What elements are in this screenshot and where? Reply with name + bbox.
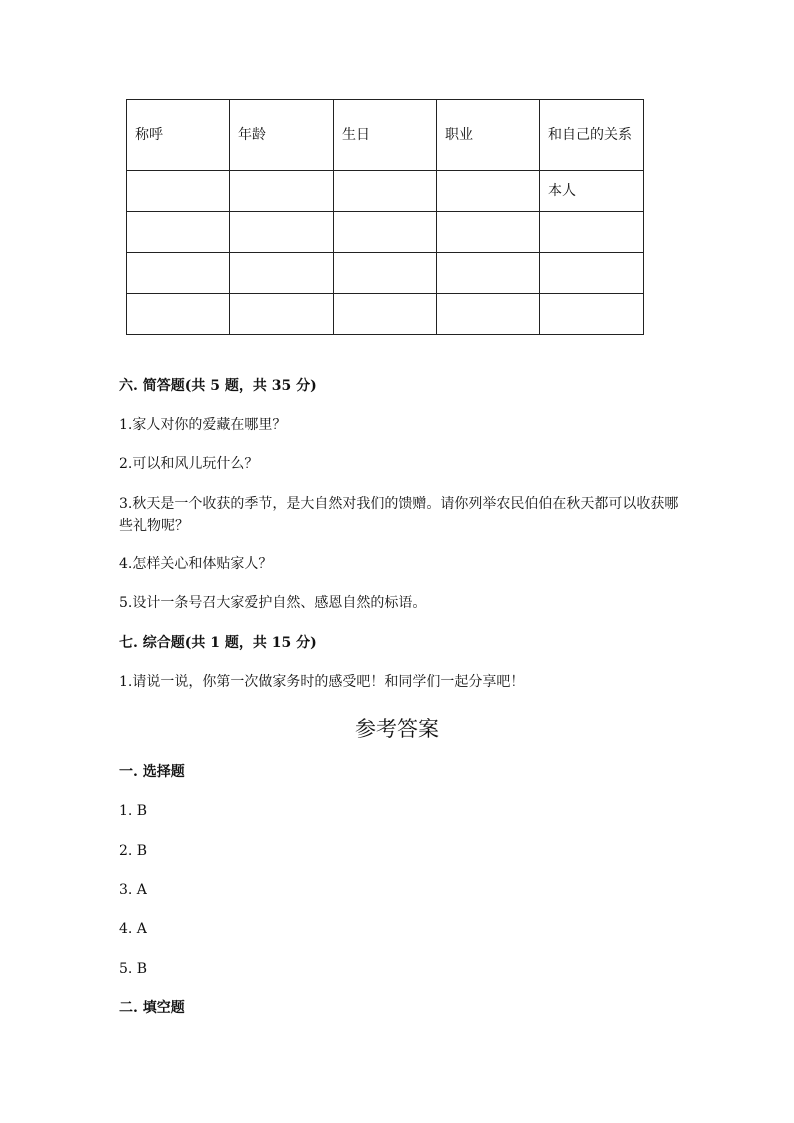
table-header-row bbox=[127, 100, 644, 171]
table-cell bbox=[230, 171, 334, 212]
table-cell bbox=[540, 212, 644, 253]
table-cell bbox=[127, 294, 230, 335]
answer-2: 2. B bbox=[119, 843, 148, 859]
family-info-table bbox=[126, 99, 644, 335]
section6-question-2: 2.可以和风儿玩什么？ bbox=[119, 456, 259, 472]
answer-4: 4. A bbox=[119, 921, 147, 937]
header-cell-job: 职业 bbox=[437, 100, 540, 171]
header-cell-age: 年龄 bbox=[230, 100, 334, 171]
table-cell bbox=[437, 171, 540, 212]
header-cell-birthday: 生日 bbox=[334, 100, 437, 171]
table-cell bbox=[334, 171, 437, 212]
answer-1: 1. B bbox=[119, 803, 148, 819]
table-row bbox=[127, 212, 644, 253]
table-cell bbox=[127, 253, 230, 294]
table-cell bbox=[437, 294, 540, 335]
table-cell: 本人 bbox=[540, 171, 644, 212]
section6-question-5: 5.设计一条号召大家爱护自然、感恩自然的标语。 bbox=[119, 595, 427, 611]
table-cell bbox=[230, 294, 334, 335]
header-cell-title: 称呼 bbox=[127, 100, 230, 171]
answer-3: 3. A bbox=[119, 882, 147, 898]
table-cell bbox=[127, 212, 230, 253]
table-cell bbox=[334, 212, 437, 253]
answer-5: 5. B bbox=[119, 961, 148, 977]
table-cell bbox=[540, 294, 644, 335]
table-cell bbox=[230, 212, 334, 253]
section6-heading: 六. 简答题(共 5 题，共 35 分) bbox=[119, 378, 317, 394]
table-row bbox=[127, 253, 644, 294]
table-cell bbox=[230, 253, 334, 294]
table-row bbox=[127, 171, 644, 212]
table-row bbox=[127, 294, 644, 335]
section6-question-4: 4.怎样关心和体贴家人？ bbox=[119, 556, 273, 572]
section7-question-1: 1.请说一说，你第一次做家务时的感受吧！和同学们一起分享吧！ bbox=[119, 674, 525, 690]
table-cell bbox=[437, 253, 540, 294]
answers-part2-heading: 二. 填空题 bbox=[119, 1000, 185, 1016]
section6-question-1: 1.家人对你的爱藏在哪里？ bbox=[119, 417, 287, 433]
section7-heading: 七. 综合题(共 1 题，共 15 分) bbox=[119, 635, 317, 651]
table-cell bbox=[127, 171, 230, 212]
section6-question-3: 3.秋天是一个收获的季节，是大自然对我们的馈赠。请你列举农民伯伯在秋天都可以收获哪些礼物呢？ bbox=[119, 496, 679, 534]
table-cell bbox=[540, 253, 644, 294]
answers-part1-heading: 一. 选择题 bbox=[119, 764, 185, 780]
table-cell bbox=[334, 294, 437, 335]
table-cell bbox=[437, 212, 540, 253]
table-cell bbox=[334, 253, 437, 294]
answer-key-title: 参考答案 bbox=[355, 717, 439, 741]
header-cell-relation: 和自己的关系 bbox=[540, 100, 644, 171]
